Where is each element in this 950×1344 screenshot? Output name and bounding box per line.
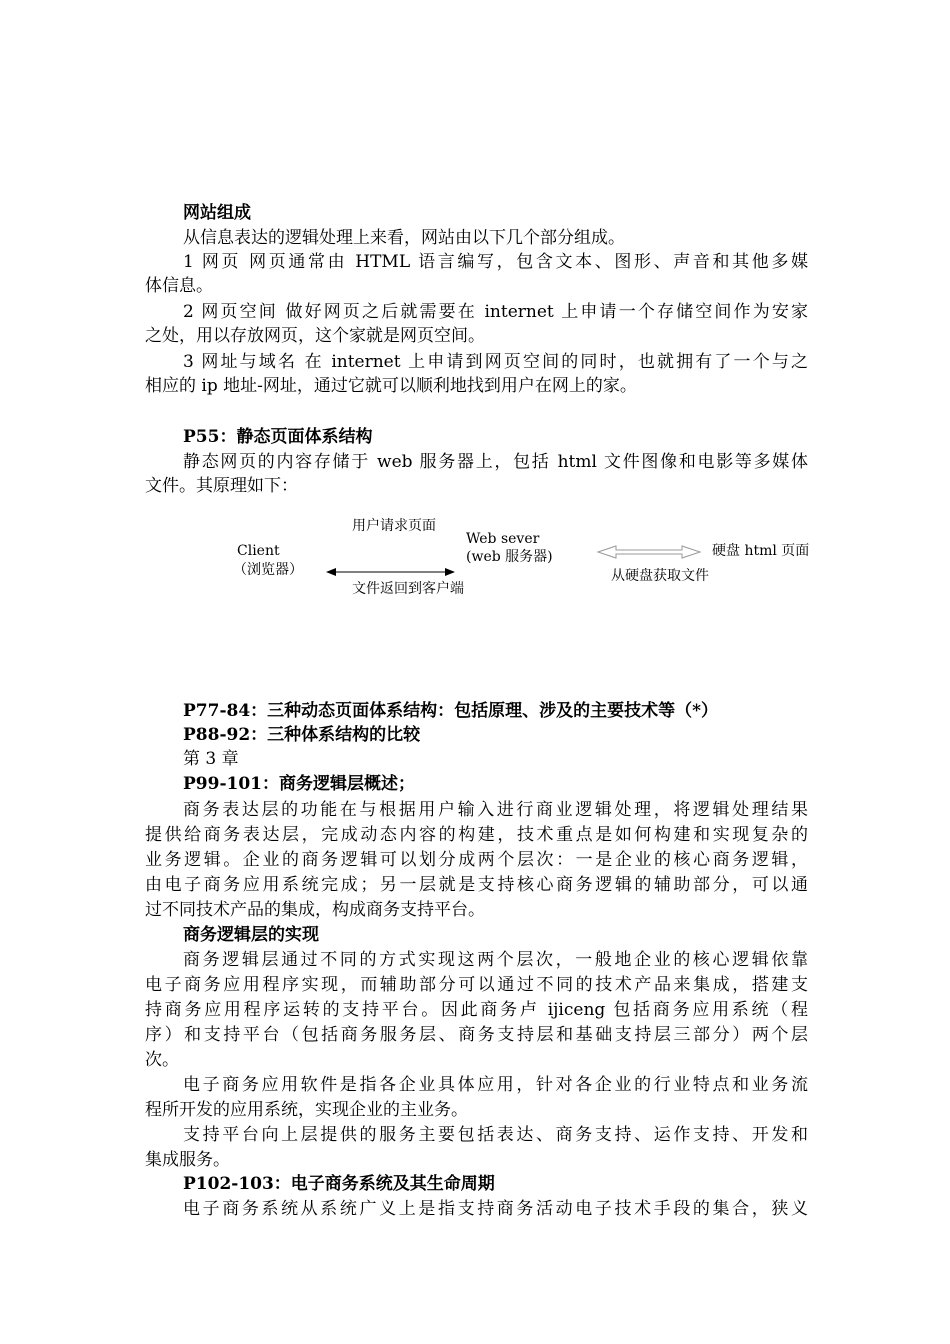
- paragraph-line: 商务逻辑层通过不同的方式实现这两个层次，一般地企业的核心逻辑依靠: [183, 950, 808, 970]
- paragraph-line: 体信息。: [145, 276, 213, 296]
- paragraph-line: 持商务应用程序运转的支持平台。因此商务卢 ijiceng 包括商务应用系统（程: [145, 1000, 808, 1020]
- paragraph-line: 业务逻辑。企业的商务逻辑可以划分成两个层次：一是企业的核心商务逻辑，: [145, 850, 808, 870]
- diagram-server-label: Web sever: [466, 531, 540, 547]
- heading-p55: P55：静态页面体系结构: [183, 427, 373, 447]
- diagram-disk-label: 硬盘 html 页面: [712, 543, 810, 559]
- paragraph-line: 相应的 ip 地址-网址，通过它就可以顺利地找到用户在网上的家。: [145, 376, 637, 396]
- paragraph-line: 电子商务应用软件是指各企业具体应用，针对各企业的行业特点和业务流: [183, 1075, 808, 1095]
- paragraph-line: 之处，用以存放网页，这个家就是网页空间。: [145, 326, 485, 346]
- heading-implementation: 商务逻辑层的实现: [183, 925, 319, 945]
- paragraph-line: 2 网页空间 做好网页之后就需要在 internet 上申请一个存储空间作为安家: [183, 302, 808, 322]
- heading-p77: P77-84：三种动态页面体系结构：包括原理、涉及的主要技术等（*）: [183, 701, 719, 721]
- chapter-label: 第 3 章: [183, 749, 239, 769]
- paragraph-line: 1 网页 网页通常由 HTML 语言编写，包含文本、图形、声音和其他多媒: [183, 252, 808, 272]
- disk-hollow-double-arrow: [598, 546, 700, 558]
- paragraph-line: 程所开发的应用系统，实现企业的主业务。: [145, 1100, 468, 1120]
- heading-p99: P99-101：商务逻辑层概述；: [183, 774, 415, 794]
- paragraph-line: 从信息表达的逻辑处理上来看，网站由以下几个部分组成。: [183, 228, 625, 248]
- paragraph-line: 序）和支持平台（包括商务服务层、商务支持层和基础支持层三部分）两个层: [145, 1025, 808, 1045]
- paragraph-line: 电子商务系统从系统广义上是指支持商务活动电子技术手段的集合，狭义: [183, 1199, 808, 1219]
- paragraph-line: 文件。其原理如下：: [145, 476, 298, 496]
- paragraph-line: 电子商务应用程序实现，而辅助部分可以通过不同的技术产品来集成，搭建支: [145, 975, 808, 995]
- paragraph-line: 3 网址与域名 在 internet 上申请到网页空间的同时，也就拥有了一个与之: [183, 352, 808, 372]
- diagram-request-label: 用户请求页面: [352, 518, 436, 534]
- paragraph-line: 支持平台向上层提供的服务主要包括表达、商务支持、运作支持、开发和: [183, 1125, 808, 1145]
- diagram-return-label: 文件返回到客户端: [352, 581, 464, 597]
- heading-site-composition: 网站组成: [183, 203, 251, 223]
- paragraph-line: 过不同技术产品的集成，构成商务支持平台。: [145, 900, 485, 920]
- diagram-fetch-label: 从硬盘获取文件: [611, 568, 709, 584]
- paragraph-line: 由电子商务应用系统完成；另一层就是支持核心商务逻辑的辅助部分，可以通: [145, 875, 808, 895]
- diagram-server-sublabel: (web 服务器): [466, 549, 553, 565]
- paragraph-line: 次。: [145, 1050, 179, 1070]
- paragraph-line: 静态网页的内容存储于 web 服务器上，包括 html 文件图像和电影等多媒体: [183, 452, 808, 472]
- heading-p88: P88-92：三种体系结构的比较: [183, 725, 421, 745]
- diagram-client-label: Client: [237, 543, 280, 559]
- request-return-arrow: [326, 568, 455, 576]
- heading-p102: P102-103：电子商务系统及其生命周期: [183, 1174, 495, 1194]
- paragraph-line: 商务表达层的功能在与根据用户输入进行商业逻辑处理，将逻辑处理结果: [183, 800, 808, 820]
- diagram-browser-label: （浏览器）: [233, 562, 303, 578]
- paragraph-line: 集成服务。: [145, 1150, 230, 1170]
- paragraph-line: 提供给商务表达层，完成动态内容的构建，技术重点是如何构建和实现复杂的: [145, 825, 808, 845]
